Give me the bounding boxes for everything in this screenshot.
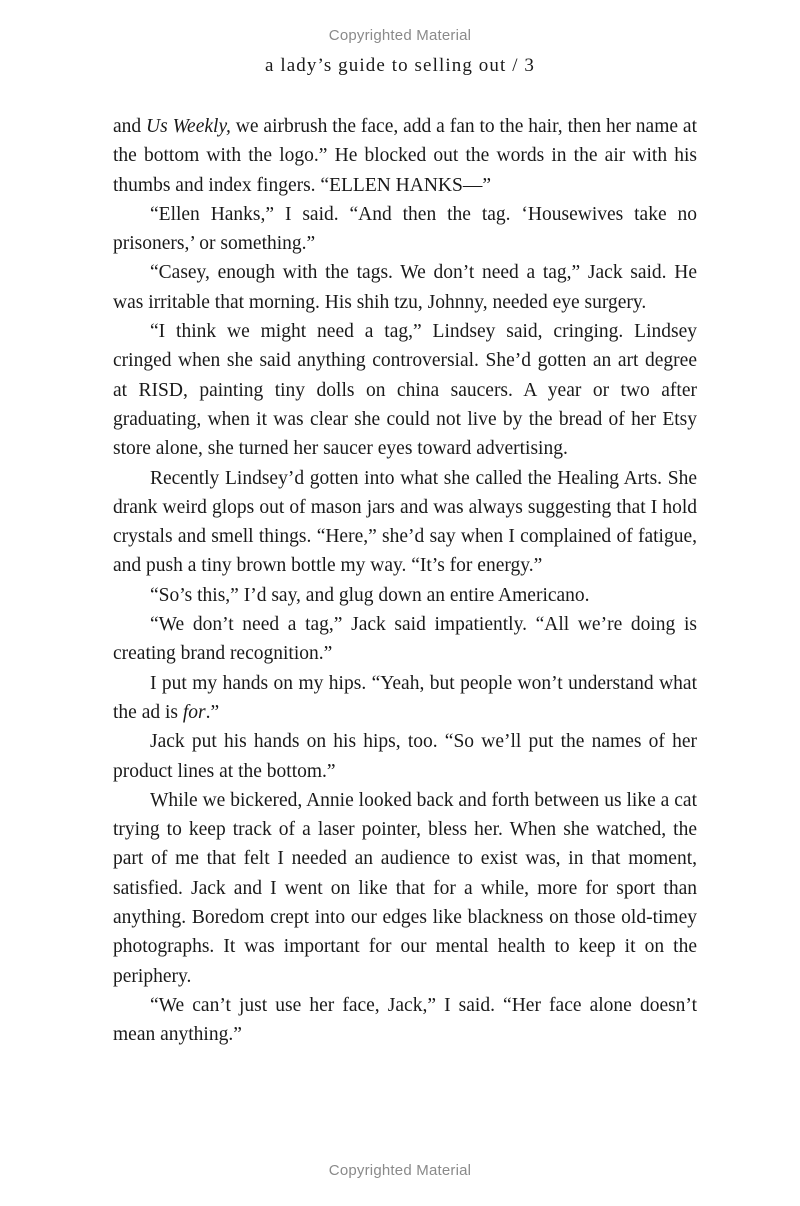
- paragraph-8: [113, 669, 697, 728]
- paragraph-6: “So’s this,” I’d say, and glug down an entire Americano.: [150, 584, 590, 606]
- copyright-watermark-top: Copyrighted Material: [328, 27, 472, 44]
- paragraph-7: “We don’t need a tag,” Jack said impatiently. “All we’re doing is creating brand recognition.”: [113, 614, 697, 665]
- paragraph-2: “Ellen Hanks,” I said. “And then the tag. ‘Housewives take no prisoners,’ or something.”: [113, 203, 697, 255]
- running-head: a lady’s guide to selling out / 3: [264, 55, 536, 76]
- magazine-title: Us Weekly,: [146, 116, 231, 137]
- paragraph-3: “Casey, enough with the tags. We don’t need a tag,” Jack said. He was irritable that morning. His shih tzu, Johnny, needed eye surgery.: [113, 262, 697, 313]
- emphasis-for: for: [182, 701, 206, 723]
- paragraph-8-text-a: I put my hands on my hips. “Yeah, but people won’t understand what the ad is: [113, 672, 697, 723]
- paragraph-4: “I think we might need a tag,” Lindsey said, cringing. Lindsey cringed when she said anything controversial. She’d gotten an art degree at RISD, painting tiny dolls on china saucers. A year or two after graduating, when it was clear she could not live by the bread of her Etsy store alone, she turned her saucer eyes toward advertising.: [113, 321, 697, 460]
- paragraph-9: Jack put his hands on his hips, too. “So we’ll put the names of her product lines at the bottom.”: [113, 731, 697, 782]
- paragraph-11: “We can’t just use her face, Jack,” I said. “Her face alone doesn’t mean anything.”: [113, 994, 697, 1046]
- page-body: [113, 112, 697, 1050]
- paragraph-10: While we bickered, Annie looked back and forth between us like a cat trying to keep track of a laser pointer, bless her. When she watched, the part of me that felt I needed an audience to exist was, in that moment, satisfied. Jack and I went on like that for a while, more for sport than anything. Boredom crept into our edges like blackness on those old-timey photographs. It was important for our mental health to keep it on the periphery.: [113, 789, 697, 987]
- paragraph-1-text-b: we airbrush the face, add a fan to the hair, then her name at the bottom with the logo.” He blocked out the words in the air with his thumbs and index fingers. “ELLEN HANKS—”: [113, 116, 697, 196]
- paragraph-5: Recently Lindsey’d gotten into what she called the Healing Arts. She drank weird glops out of mason jars and was always suggesting that I hold crystals and smell things. “Here,” she’d say when I complained of fatigue, and push a tiny brown bottle my way. “It’s for energy.”: [113, 467, 697, 577]
- paragraph-1-text-a: and: [113, 116, 147, 137]
- paragraph-8-text-b: .”: [205, 701, 220, 723]
- paragraph-1: [113, 112, 697, 200]
- copyright-watermark-bottom: Copyrighted Material: [328, 1162, 472, 1179]
